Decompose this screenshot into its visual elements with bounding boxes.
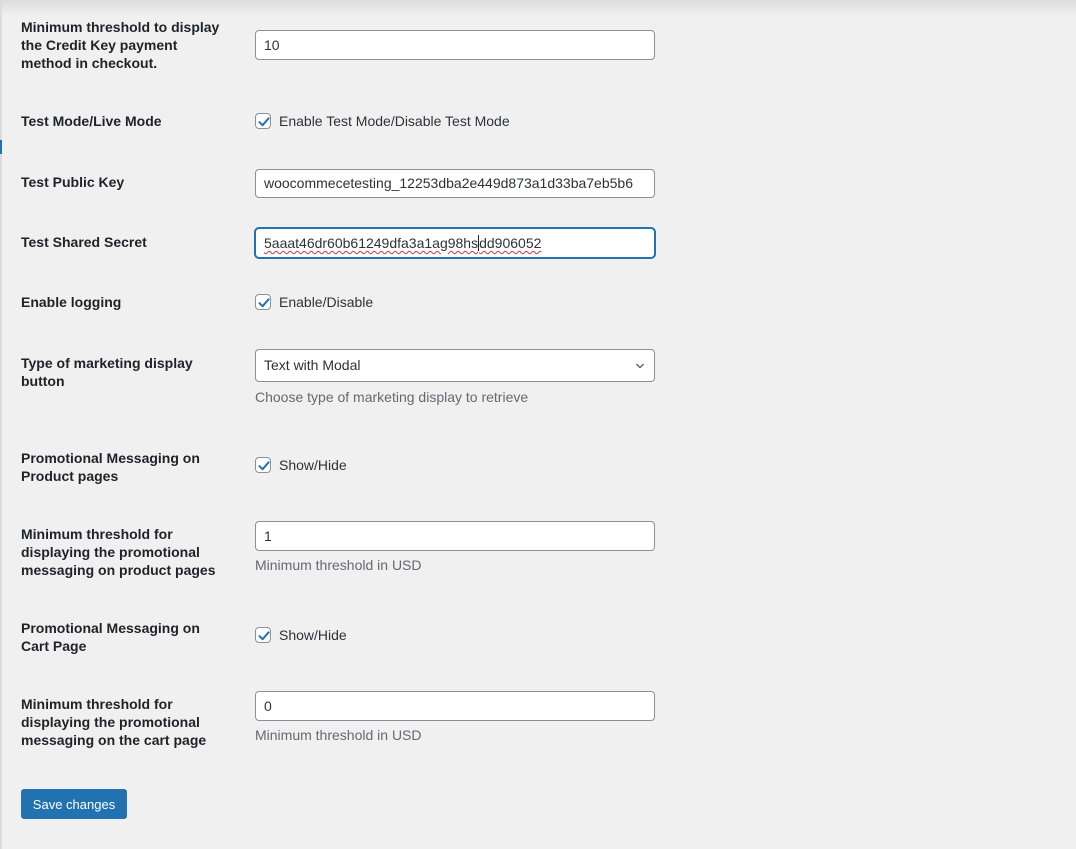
min-threshold-checkout-input[interactable]: 10 bbox=[255, 30, 655, 60]
shared-secret-text-before-caret: 5aaat46dr60b61249dfa3a1ag98hs bbox=[264, 235, 479, 251]
label-test-public-key: Test Public Key bbox=[21, 174, 125, 190]
marketing-display-description: Choose type of marketing display to retrieve bbox=[255, 389, 529, 405]
test-public-key-input[interactable]: woocommecetesting_12253dba2e449d873a1d33ba7eb5b6 bbox=[255, 169, 655, 198]
left-edge-accent bbox=[0, 140, 2, 154]
promo-product-checkbox-label[interactable]: Show/Hide bbox=[279, 457, 347, 473]
min-threshold-product-description: Minimum threshold in USD bbox=[255, 557, 422, 573]
field-promo-product bbox=[255, 457, 347, 473]
promo-cart-checkbox[interactable] bbox=[255, 627, 271, 643]
field-enable-logging bbox=[255, 294, 373, 310]
enable-logging-checkbox-label[interactable]: Enable/Disable bbox=[279, 294, 374, 310]
field-min-threshold-cart bbox=[255, 691, 655, 744]
field-min-threshold-checkout bbox=[255, 30, 655, 60]
checkmark-icon bbox=[256, 114, 272, 130]
min-threshold-cart-input[interactable]: 0 bbox=[255, 691, 655, 721]
marketing-display-selected-value: Text with Modal bbox=[264, 357, 361, 373]
label-enable-logging: Enable logging bbox=[21, 294, 122, 310]
checkmark-icon bbox=[256, 458, 272, 474]
label-test-mode: Test Mode/Live Mode bbox=[21, 113, 162, 129]
shared-secret-text-after-caret: dd906052 bbox=[479, 235, 542, 251]
label-min-threshold-checkout: Minimum threshold to display the Credit Key payment method in checkout. bbox=[21, 19, 220, 71]
label-promo-cart: Promotional Messaging on Cart Page bbox=[21, 620, 200, 654]
enable-logging-checkbox[interactable] bbox=[255, 294, 271, 310]
field-marketing-display bbox=[255, 349, 655, 406]
field-min-threshold-product bbox=[255, 521, 655, 574]
label-marketing-display: Type of marketing display button bbox=[21, 355, 193, 389]
field-test-shared-secret bbox=[255, 228, 655, 258]
marketing-display-select[interactable] bbox=[255, 349, 655, 382]
promo-cart-checkbox-label[interactable]: Show/Hide bbox=[279, 627, 347, 643]
checkmark-icon bbox=[256, 628, 272, 644]
field-test-public-key bbox=[255, 169, 655, 198]
left-edge-border bbox=[0, 0, 2, 849]
field-promo-cart bbox=[255, 627, 347, 643]
test-mode-checkbox-label[interactable]: Enable Test Mode/Disable Test Mode bbox=[279, 113, 510, 129]
test-mode-checkbox[interactable] bbox=[255, 113, 271, 129]
label-test-shared-secret: Test Shared Secret bbox=[21, 234, 147, 250]
label-min-threshold-product: Minimum threshold for displaying the promotional messaging on product pages bbox=[21, 526, 216, 578]
checkmark-icon bbox=[256, 295, 272, 311]
label-promo-product: Promotional Messaging on Product pages bbox=[21, 450, 200, 484]
min-threshold-cart-description: Minimum threshold in USD bbox=[255, 727, 422, 743]
save-changes-button[interactable]: Save changes bbox=[21, 789, 127, 819]
min-threshold-product-input[interactable]: 1 bbox=[255, 521, 655, 551]
top-shadow bbox=[0, 0, 1076, 16]
test-shared-secret-input[interactable] bbox=[255, 228, 655, 258]
field-test-mode bbox=[255, 113, 510, 129]
label-min-threshold-cart: Minimum threshold for displaying the promotional messaging on the cart page bbox=[21, 696, 207, 748]
chevron-down-icon bbox=[636, 362, 644, 370]
promo-product-checkbox[interactable] bbox=[255, 457, 271, 473]
